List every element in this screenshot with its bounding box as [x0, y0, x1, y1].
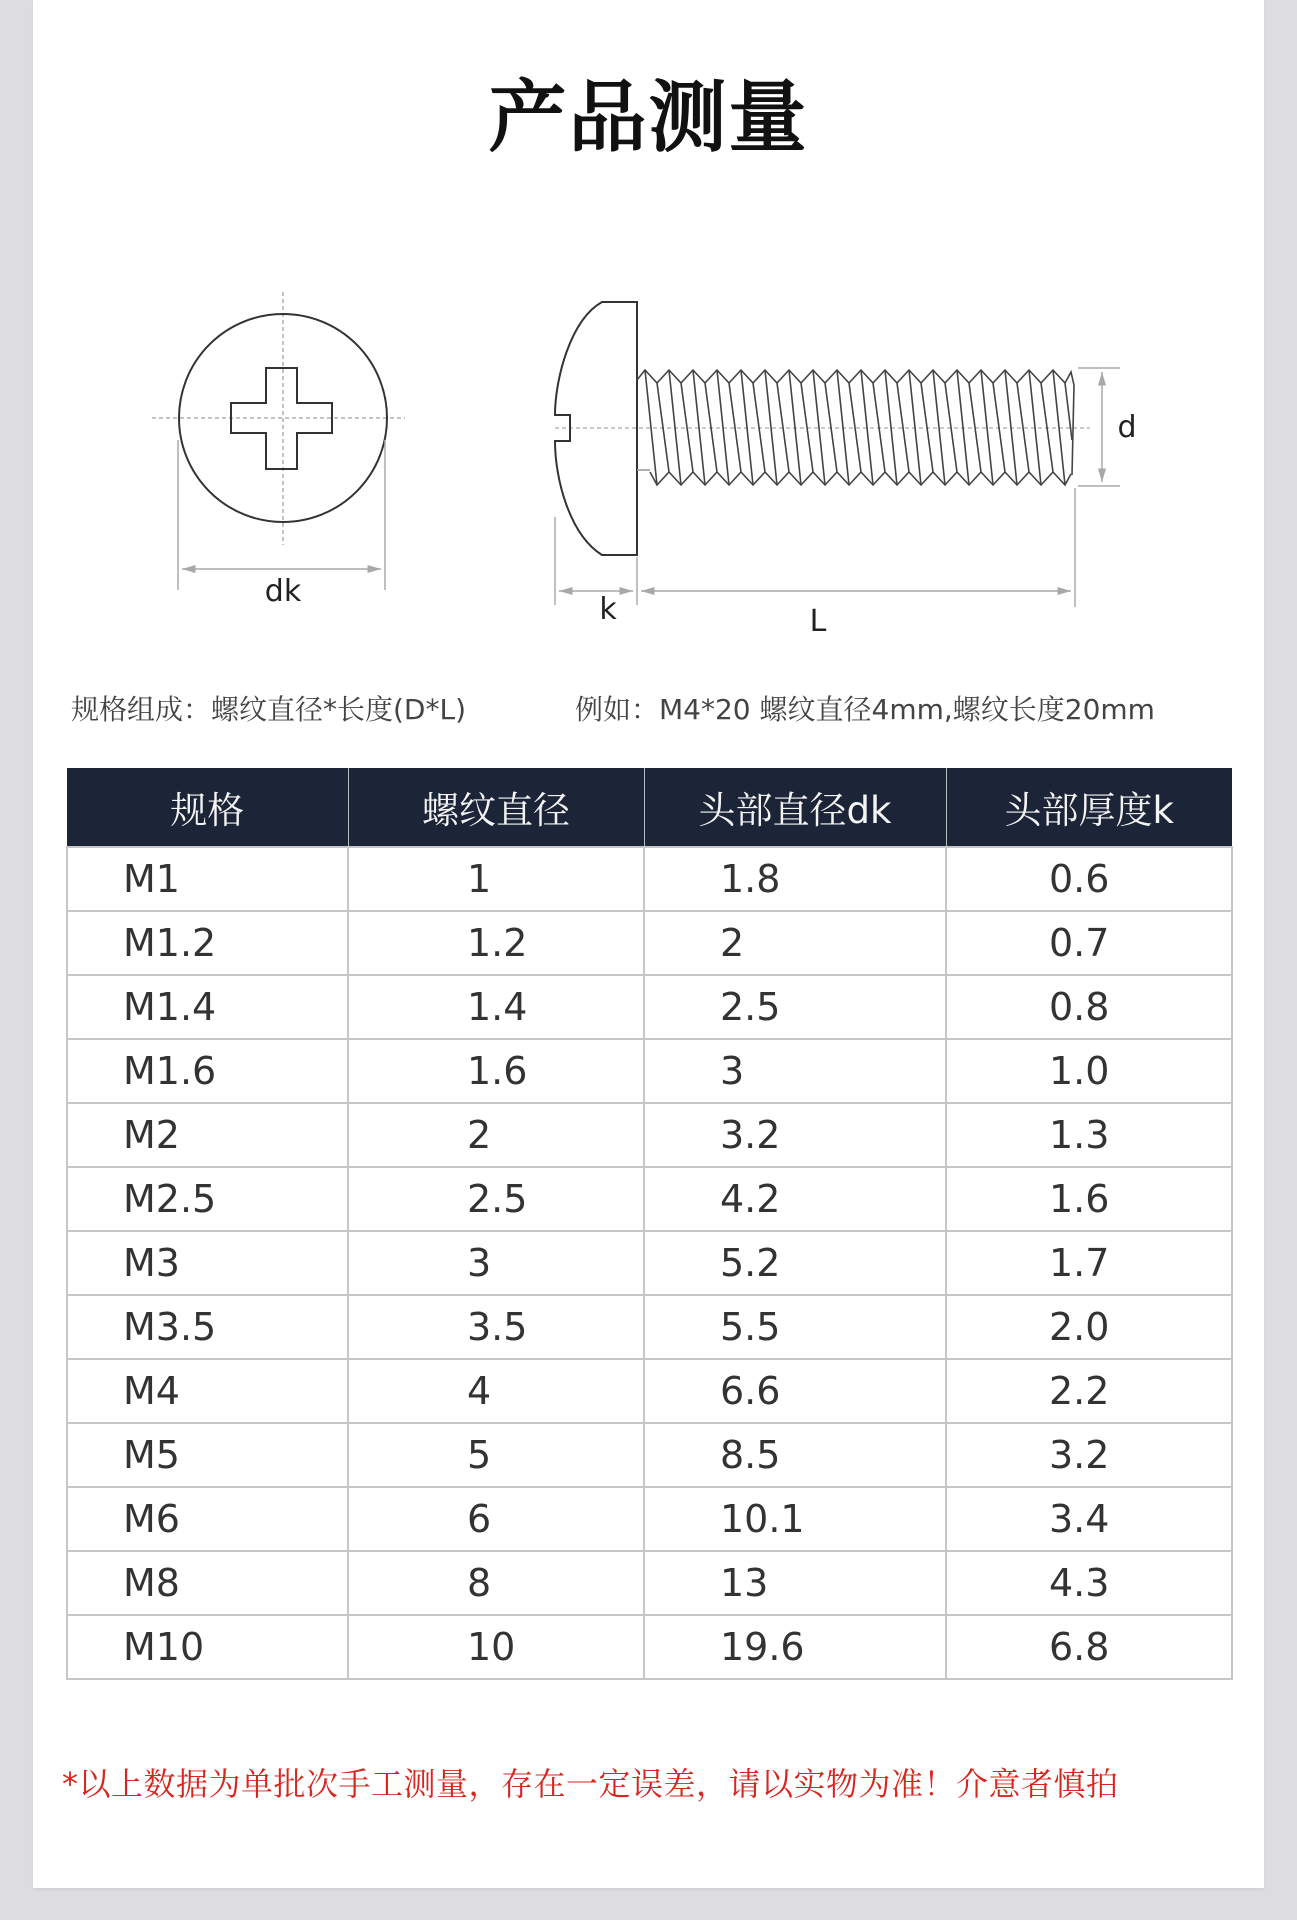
cell-head-diameter: 8.5 — [644, 1423, 946, 1487]
cell-head-diameter: 2.5 — [644, 975, 946, 1039]
header-thread-diameter: 螺纹直径 — [348, 768, 644, 847]
cell-thread-diameter: 1 — [348, 847, 644, 911]
cell-thread-diameter: 8 — [348, 1551, 644, 1615]
cell-thread-diameter: 2.5 — [348, 1167, 644, 1231]
cell-spec: M4 — [67, 1359, 348, 1423]
table-row — [67, 1295, 1232, 1359]
screw-diagram — [0, 0, 1297, 660]
dim-label-d: d — [1117, 410, 1137, 445]
cell-head-thickness: 0.7 — [946, 911, 1232, 975]
table-row — [67, 1615, 1232, 1679]
table-row — [67, 911, 1232, 975]
dim-label-k: k — [599, 592, 617, 627]
cell-head-diameter: 4.2 — [644, 1167, 946, 1231]
cell-head-thickness: 1.7 — [946, 1231, 1232, 1295]
cell-head-diameter: 13 — [644, 1551, 946, 1615]
header-spec: 规格 — [67, 768, 348, 847]
table-row — [67, 1167, 1232, 1231]
cell-head-thickness: 0.6 — [946, 847, 1232, 911]
cell-head-thickness: 0.8 — [946, 975, 1232, 1039]
table-row — [67, 1039, 1232, 1103]
cell-spec: M10 — [67, 1615, 348, 1679]
cell-spec: M2.5 — [67, 1167, 348, 1231]
spec-composition: 规格组成：螺纹直径*长度(D*L) — [71, 693, 467, 726]
cell-head-thickness: 4.3 — [946, 1551, 1232, 1615]
table-header-row — [67, 768, 1232, 847]
cell-thread-diameter: 1.6 — [348, 1039, 644, 1103]
header-head-diameter: 头部直径dk — [644, 768, 946, 847]
cell-head-thickness: 2.2 — [946, 1359, 1232, 1423]
cell-head-diameter: 3.2 — [644, 1103, 946, 1167]
header-head-thickness: 头部厚度k — [946, 768, 1232, 847]
screw-side-view-icon — [555, 302, 1120, 607]
cell-thread-diameter: 5 — [348, 1423, 644, 1487]
cell-head-thickness: 6.8 — [946, 1615, 1232, 1679]
cell-thread-diameter: 10 — [348, 1615, 644, 1679]
cell-spec: M1.6 — [67, 1039, 348, 1103]
disclaimer-note: *以上数据为单批次手工测量，存在一定误差，请以实物为准！介意者慎拍 — [62, 1765, 1119, 1803]
cell-head-thickness: 1.3 — [946, 1103, 1232, 1167]
head-top-view-icon — [152, 292, 405, 590]
table-row — [67, 1551, 1232, 1615]
dim-label-dk: dk — [264, 574, 302, 609]
table-row — [67, 1103, 1232, 1167]
cell-head-diameter: 10.1 — [644, 1487, 946, 1551]
cell-head-diameter: 3 — [644, 1039, 946, 1103]
cell-head-diameter: 5.5 — [644, 1295, 946, 1359]
page-title: 产品测量 — [488, 73, 809, 163]
spec-example: 例如：M4*20 螺纹直径4mm,螺纹长度20mm — [575, 693, 1155, 726]
cell-head-thickness: 3.2 — [946, 1423, 1232, 1487]
cell-spec: M1 — [67, 847, 348, 911]
table-row — [67, 1423, 1232, 1487]
cell-head-diameter: 19.6 — [644, 1615, 946, 1679]
cell-spec: M2 — [67, 1103, 348, 1167]
table-row — [67, 1359, 1232, 1423]
cell-thread-diameter: 3 — [348, 1231, 644, 1295]
table-row — [67, 1487, 1232, 1551]
cell-spec: M3.5 — [67, 1295, 348, 1359]
table-row — [67, 1231, 1232, 1295]
cell-head-thickness: 2.0 — [946, 1295, 1232, 1359]
cell-head-thickness: 1.6 — [946, 1167, 1232, 1231]
cell-head-thickness: 3.4 — [946, 1487, 1232, 1551]
cell-thread-diameter: 3.5 — [348, 1295, 644, 1359]
cell-thread-diameter: 4 — [348, 1359, 644, 1423]
cell-head-diameter: 1.8 — [644, 847, 946, 911]
dim-label-L: L — [809, 604, 827, 639]
cell-head-diameter: 6.6 — [644, 1359, 946, 1423]
cell-spec: M8 — [67, 1551, 348, 1615]
cell-thread-diameter: 2 — [348, 1103, 644, 1167]
cell-head-thickness: 1.0 — [946, 1039, 1232, 1103]
cell-thread-diameter: 1.4 — [348, 975, 644, 1039]
cell-thread-diameter: 1.2 — [348, 911, 644, 975]
cell-head-diameter: 5.2 — [644, 1231, 946, 1295]
spec-table — [66, 768, 1233, 1680]
cell-spec: M1.4 — [67, 975, 348, 1039]
table-row — [67, 975, 1232, 1039]
cell-spec: M6 — [67, 1487, 348, 1551]
cell-spec: M5 — [67, 1423, 348, 1487]
cell-spec: M1.2 — [67, 911, 348, 975]
cell-spec: M3 — [67, 1231, 348, 1295]
table-row — [67, 847, 1232, 911]
cell-head-diameter: 2 — [644, 911, 946, 975]
cell-thread-diameter: 6 — [348, 1487, 644, 1551]
